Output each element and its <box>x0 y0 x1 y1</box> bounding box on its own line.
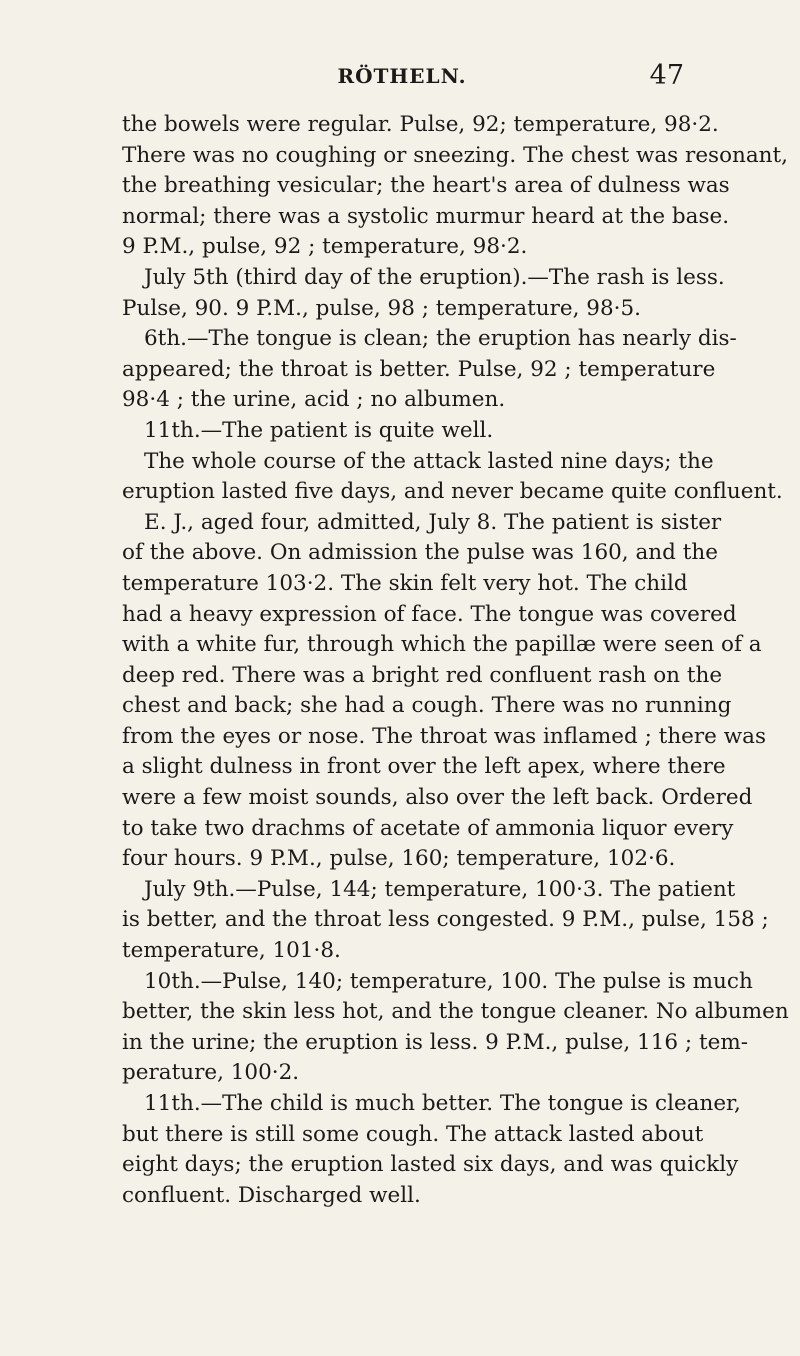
text-line: 6th.—The tongue is clean; the eruption has nearly dis- <box>144 326 737 352</box>
text-line: chest and back; she had a cough. There was no running <box>122 693 732 719</box>
text-line: 98·4 ; the urine, acid ; no albumen. <box>122 387 506 413</box>
running-title: RÖTHELN. <box>337 64 467 88</box>
text-line: temperature 103·2. The skin felt very hot. The child <box>122 570 688 596</box>
page-header <box>122 58 682 98</box>
text-line: were a few moist sounds, also over the left back. Ordered <box>122 785 753 811</box>
text-line: E. J., aged four, admitted, July 8. The patient is sister <box>144 509 722 535</box>
body-text <box>122 110 789 1211</box>
text-line: deep red. There was a bright red confluent rash on the <box>122 662 723 688</box>
text-line: Pulse, 90. 9 P.M., pulse, 98 ; temperature, 98·5. <box>122 295 641 321</box>
text-line: but there is still some cough. The attack lasted about <box>122 1121 704 1147</box>
text-line: confluent. Discharged well. <box>122 1182 421 1208</box>
text-line: four hours. 9 P.M., pulse, 160; temperature, 102·6. <box>122 846 676 872</box>
text-line: to take two drachms of acetate of ammonia liquor every <box>122 815 734 841</box>
text-line: 11th.—The child is much better. The tongue is cleaner, <box>144 1091 741 1116</box>
text-line: normal; there was a systolic murmur heard at the base. <box>122 203 730 229</box>
text-line: 9 P.M., pulse, 92 ; temperature, 98·2. <box>122 234 528 260</box>
text-line: from the eyes or nose. The throat was inflamed ; there was <box>122 723 766 749</box>
text-line: 11th.—The patient is quite well. <box>144 417 494 443</box>
text-line: appeared; the throat is better. Pulse, 92 ; temperature <box>122 356 716 382</box>
text-line: eight days; the eruption lasted six days, and was quickly <box>122 1152 739 1178</box>
text-line: the bowels were regular. Pulse, 92; temperature, 98·2. <box>122 112 719 137</box>
text-line: had a heavy expression of face. The tongue was covered <box>122 601 737 627</box>
text-line: July 5th (third day of the eruption).—The rash is less. <box>144 264 725 290</box>
text-line: is better, and the throat less congested. 9 P.M., pulse, 158 ; <box>122 907 769 933</box>
text-line: 10th.—Pulse, 140; temperature, 100. The pulse is much <box>144 968 753 994</box>
text-line: with a white fur, through which the papillæ were seen of a <box>122 632 762 658</box>
text-line: July 9th.—Pulse, 144; temperature, 100·3. The patient <box>144 876 736 902</box>
page-number: 47 <box>649 60 684 91</box>
text-line: of the above. On admission the pulse was 160, and the <box>122 540 718 566</box>
text-line: eruption lasted five days, and never became quite confluent. <box>122 479 783 505</box>
text-line: temperature, 101·8. <box>122 938 341 964</box>
text-line: a slight dulness in front over the left apex, where there <box>122 754 726 780</box>
text-line: better, the skin less hot, and the tongue cleaner. No albumen <box>122 999 789 1025</box>
text-line: There was no coughing or sneezing. The chest was resonant, <box>122 142 789 168</box>
text-line: the breathing vesicular; the heart's area of dulness was <box>122 173 730 199</box>
text-line: perature, 100·2. <box>122 1060 300 1086</box>
text-line: in the urine; the eruption is less. 9 P.M., pulse, 116 ; tem- <box>122 1029 748 1055</box>
text-line: The whole course of the attack lasted nine days; the <box>144 448 714 474</box>
